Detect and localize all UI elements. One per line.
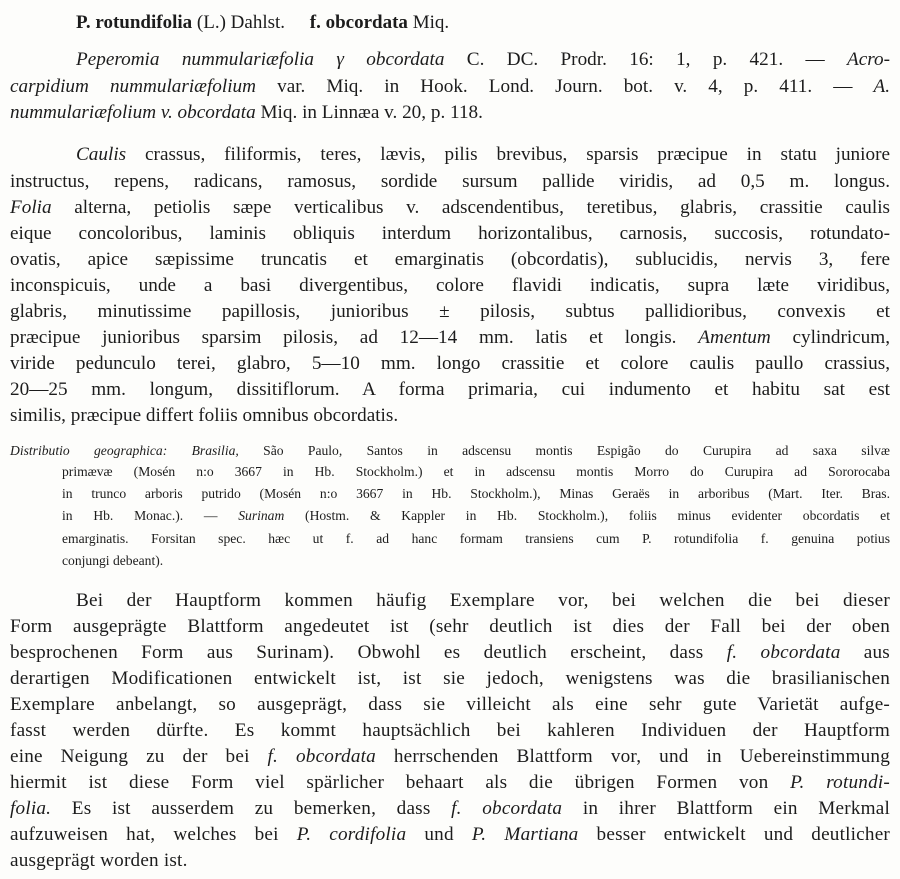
german-line xyxy=(10,640,890,665)
text-run: ausgeprägt worden ist. xyxy=(10,850,188,871)
distribution-line xyxy=(62,484,890,503)
german-line xyxy=(76,588,890,613)
distribution-line xyxy=(62,462,890,481)
italic-run: f. obcordata xyxy=(267,746,376,767)
description-line xyxy=(10,352,890,376)
text-run: Miq. in Linnæa v. 20, p. 118. xyxy=(255,102,483,123)
description-line xyxy=(10,326,890,350)
text-run: glabris, minutissime papillosis, junioribus ± pilosis, subtus pallidioribus, convexis et xyxy=(10,301,890,322)
italic-run: P. Martiana xyxy=(471,824,579,845)
german-line xyxy=(10,614,890,639)
italic-run: A. xyxy=(873,76,890,97)
text-run: in ihrer Blattform ein Merkmal xyxy=(562,798,890,819)
italic-run: P. cordifolia xyxy=(296,824,407,845)
italic-run: Surinam xyxy=(238,508,285,523)
synonymy-line xyxy=(10,101,890,125)
text-run: var. Miq. in Hook. Lond. Journ. bot. v. 4, p. 411. — xyxy=(256,76,874,97)
german-line xyxy=(10,666,890,691)
german-line xyxy=(10,744,890,769)
text-run: similis, præcipue differt foliis omnibus obcordatis. xyxy=(10,405,399,426)
description-line xyxy=(10,404,890,428)
description-line xyxy=(76,143,890,167)
taxon-heading xyxy=(76,10,449,36)
distribution-line xyxy=(62,551,890,570)
text-run: Bei der Hauptform kommen häufig Exemplare vor, bei welchen die bei dieser xyxy=(76,590,890,611)
italic-run: Distributio geographica: Brasilia, xyxy=(10,443,239,458)
description-line xyxy=(10,222,890,246)
description-line xyxy=(10,274,890,298)
italic-run: Amentum xyxy=(698,327,771,348)
text-run: Form ausgeprägte Blattform angedeutet ist (sehr deutlich ist dies der Fall bei der oben xyxy=(10,616,890,637)
taxon-form-author: Miq. xyxy=(412,12,450,33)
text-run: præcipue junioribus sparsim pilosis, ad 12—14 mm. latis et longis. xyxy=(10,327,699,348)
text-run: fasst werden dürfte. Es kommt hauptsächlich bei kahleren Individuen der Hauptform xyxy=(10,720,890,741)
italic-run: f. obcordata xyxy=(726,642,841,663)
distribution-line xyxy=(62,506,890,525)
text-run: eique concoloribus, laminis obliquis interdum horizontalibus, carnosis, succosis, rotundato- xyxy=(10,223,890,244)
text-run: alterna, petiolis sæpe verticalibus v. adscendentibus, teretibus, glabris, crassitie caulis xyxy=(51,197,890,218)
description-line xyxy=(10,196,890,220)
description-line xyxy=(10,248,890,272)
taxon-form: f. obcordata xyxy=(309,12,408,33)
italic-run: Caulis xyxy=(76,144,127,165)
synonymy-line xyxy=(76,48,890,72)
text-run: (Hostm. & Kappler in Hb. Stockholm.), foliis minus evidenter obcordatis et xyxy=(284,508,890,523)
italic-run: folia. xyxy=(10,798,52,819)
text-run: crassus, filiformis, teres, lævis, pilis brevibus, sparsis præcipue in statu juniore xyxy=(126,144,890,165)
text-run: aus xyxy=(840,642,890,663)
text-run: aufzuweisen hat, welches bei xyxy=(10,824,297,845)
text-run: primævæ (Mosén n:o 3667 in Hb. Stockholm.) et in adscensu montis Morro do Curupira ad Sororocaba xyxy=(62,464,890,479)
text-run: São Paulo, Santos in adscensu montis Espigão do Curupira ad saxa silvæ xyxy=(238,443,890,458)
italic-run: Acro- xyxy=(847,49,890,70)
taxon-name: P. rotundifolia xyxy=(76,12,193,33)
text-run: ovatis, apice sæpissime truncatis et emarginatis (obcordatis), sublucidis, nervis 3, fere xyxy=(10,249,890,270)
text-run: besser entwickelt und deutlicher xyxy=(578,824,891,845)
synonymy-line xyxy=(10,75,890,99)
text-run: hiermit ist diese Form viel spärlicher behaart als die übrigen Formen von xyxy=(10,772,791,793)
text-run: emarginatis. Forsitan spec. hæc ut f. ad hanc formam transiens cum P. rotundifolia f. genuina potius xyxy=(62,531,890,546)
text-run: C. DC. Prodr. 16: 1, p. 421. — xyxy=(444,49,848,70)
italic-run: Folia xyxy=(10,197,52,218)
italic-run: nummulariæfolium v. obcordata xyxy=(10,102,256,123)
german-line xyxy=(10,770,890,795)
description-line xyxy=(10,170,890,194)
text-run: inconspicuis, unde a basi divergentibus, colore flavidi indicatis, supra læte viridibus, xyxy=(10,275,890,296)
german-line xyxy=(10,848,890,873)
description-line xyxy=(10,300,890,324)
italic-run: carpidium nummulariæfolium xyxy=(10,76,257,97)
text-run: derartigen Modificationen entwickelt ist, ist sie jedoch, wenigstens was die brasilianischen xyxy=(10,668,890,689)
italic-run: Peperomia nummulariæfolia γ obcordata xyxy=(76,49,445,70)
distribution-line xyxy=(62,529,890,548)
text-run: in trunco arboris putrido (Mosén n:o 3667 in Hb. Stockholm.), Minas Geraës in arboribus (Mart. Iter. Bras. xyxy=(62,486,890,501)
text-run: viride pedunculo terei, glabro, 5—10 mm. longo crassitie et colore caulis paullo crassius, xyxy=(10,353,890,374)
text-run: cylindricum, xyxy=(770,327,890,348)
german-line xyxy=(10,796,890,821)
text-run: Exemplare anbelangt, so ausgeprägt, dass sie villeicht als eine sehr gute Varietät aufge- xyxy=(10,694,890,715)
german-line xyxy=(10,692,890,717)
text-run: in Hb. Monac.). — xyxy=(62,508,239,523)
text-run: conjungi debeant). xyxy=(62,553,164,568)
german-line xyxy=(10,822,890,847)
text-run: instructus, repens, radicans, ramosus, sordide sursum pallide viridis, ad 0,5 m. longus. xyxy=(10,171,890,192)
taxon-authors: (L.) Dahlst. xyxy=(196,12,286,33)
text-run: und xyxy=(406,824,472,845)
text-run: besprochenen Form aus Surinam). Obwohl es deutlich erscheint, dass xyxy=(10,642,727,663)
italic-run: P. rotundi- xyxy=(790,772,890,793)
text-run: herrschenden Blattform vor, und in Uebereinstimmung xyxy=(375,746,890,767)
text-run: 20—25 mm. longum, dissitiflorum. A forma primaria, cui indumento et habitu sat est xyxy=(10,379,890,400)
distribution-line xyxy=(10,441,890,460)
description-line xyxy=(10,378,890,402)
text-run: Es ist ausserdem zu bemerken, dass xyxy=(51,798,452,819)
italic-run: f. obcordata xyxy=(451,798,563,819)
german-line xyxy=(10,718,890,743)
text-run: eine Neigung zu der bei xyxy=(10,746,268,767)
